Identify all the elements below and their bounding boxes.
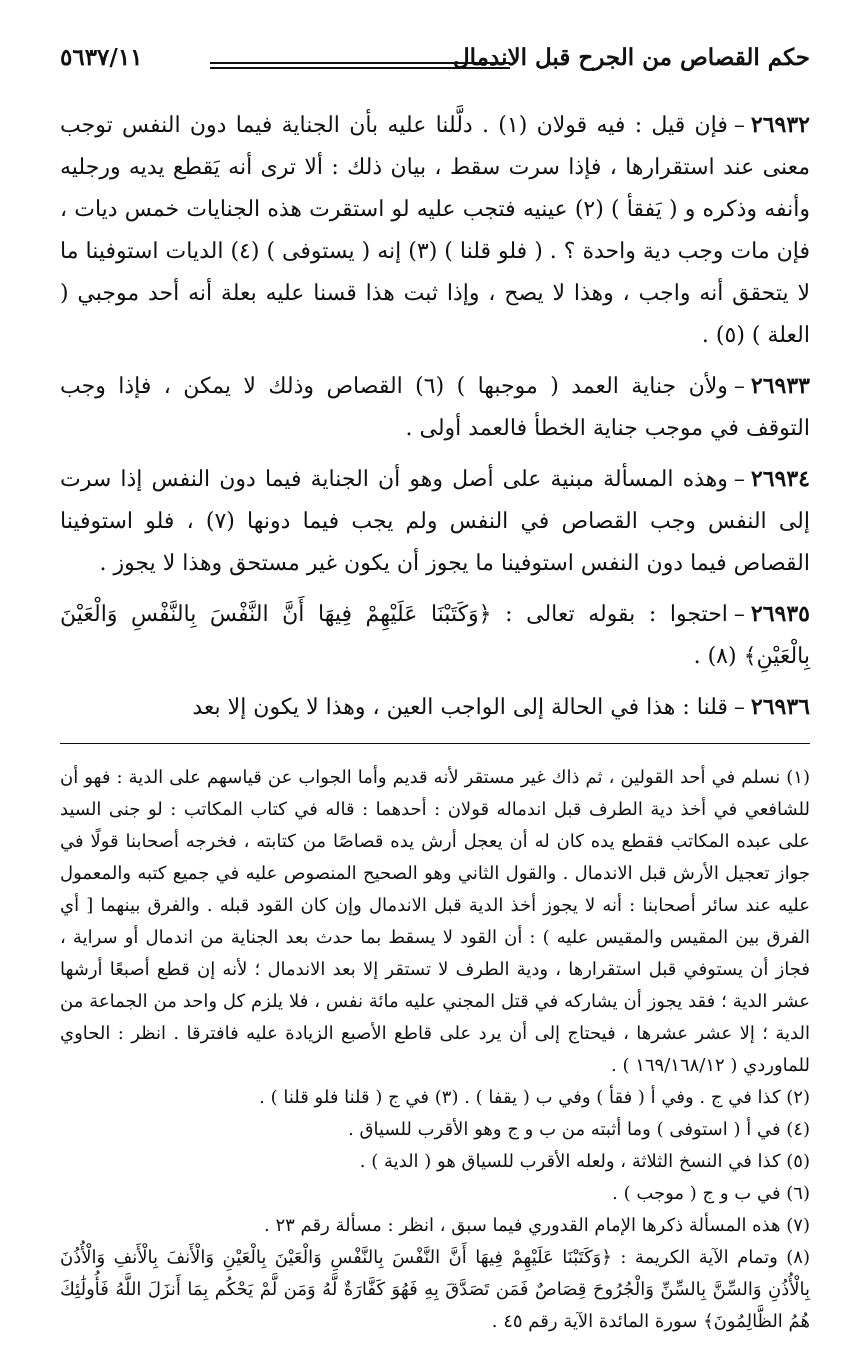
paragraph-number: ٢٦٩٣٥	[750, 601, 810, 627]
book-page	[60, 40, 810, 1338]
paragraph-number: ٢٦٩٣٣	[750, 373, 810, 399]
paragraph-number: ٢٦٩٣٤	[750, 466, 810, 492]
paragraph-number: ٢٦٩٣٦	[750, 694, 810, 720]
paragraph: ٢٦٩٣٦–قلنا : هذا في الحالة إلى الواجب العين ، وهذا لا يكون إلا بعد	[192, 694, 810, 720]
footnote: (٢) كذا في ج . وفي أ ( فقأ ) وفي ب ( يقفا ) . (٣) في ج ( قلنا فلو قلنا ) .	[259, 1087, 810, 1108]
footnotes	[60, 762, 810, 1338]
paragraph: ٢٦٩٣٢–فإن قيل : فيه قولان (١) . دلَّلنا عليه بأن الجناية فيما دون النفس توجب معنى عند استقرارها ، فإذا سرت سقط ، بيان ذلك : ألا ترى أنه يَقطع يديه ورجليه وأنفه وذكره و ( يَفقأ ) (٢) عينيه فتجب عليه لو استقرت هذه الجنايات خمس ديات ، فإن مات وجب دية واحدة ؟ . ( فلو قلنا ) (٣) إنه ( يستوفى ) (٤) الديات استوفينا ما لا يتحقق أنه واجب ، وهذا لا يصح ، وإذا ثبت هذا قسنا عليه بعلة أنه أحد موجبي ( العلة ) (٥) .	[60, 112, 811, 348]
paragraph: ٢٦٩٣٤–وهذه المسألة مبنية على أصل وهو أن الجناية فيما دون النفس إذا سرت إلى النفس وجب القصاص في النفس ولم يجب فيما دونها (٧) ، فلو استوفينا القصاص فيما دون النفس استوفينا ما يجوز أن يكون غير مستحق وهذا لا يجوز .	[60, 466, 810, 576]
paragraph-text: فإن قيل : فيه قولان (١) . دلَّلنا عليه بأن الجناية فيما دون النفس توجب معنى عند استقرارها ، فإذا سرت سقط ، بيان ذلك : ألا ترى أنه يَقطع يديه ورجليه وأنفه وذكره و ( يَفقأ ) (٢) عينيه فتجب عليه لو استقرت هذه الجنايات خمس ديات ، فإن مات وجب دية واحدة ؟ . ( فلو قلنا ) (٣) إنه ( يستوفى ) (٤) الديات استوفينا ما لا يتحقق أنه واجب ، وهذا لا يصح ، وإذا ثبت هذا قسنا عليه بعلة أنه أحد موجبي ( العلة ) (٥) .	[60, 113, 811, 348]
header-rule	[210, 62, 510, 64]
paragraph-text: احتجوا : بقوله تعالى : ﴿وَكَتَبْنَا عَلَيْهِمْ فِيهَا أَنَّ النَّفْسَ بِالنَّفْسِ وَالْعَيْنَ بِالْعَيْنِ﴾ (٨) .	[60, 602, 810, 669]
paragraph-text: ولأن جناية العمد ( موجبها ) (٦) القصاص وذلك لا يمكن ، فإذا وجب التوقف في موجب جناية الخطأ فالعمد أولى .	[60, 374, 810, 441]
paragraph: ٢٦٩٣٥–احتجوا : بقوله تعالى : ﴿وَكَتَبْنَا عَلَيْهِمْ فِيهَا أَنَّ النَّفْسَ بِالنَّفْسِ وَالْعَيْنَ بِالْعَيْنِ﴾ (٨) .	[60, 601, 810, 669]
footnote: (٤) في أ ( استوفى ) وما أثبته من ب و ج وهو الأقرب للسياق .	[348, 1119, 810, 1140]
footnote-divider	[60, 743, 810, 744]
paragraph-text: وهذه المسألة مبنية على أصل وهو أن الجناية فيما دون النفس إذا سرت إلى النفس وجب القصاص في النفس ولم يجب فيما دونها (٧) ، فلو استوفينا القصاص فيما دون النفس استوفينا ما يجوز أن يكون غير مستحق وهذا لا يجوز .	[60, 467, 810, 576]
main-text	[60, 104, 810, 729]
running-header	[60, 40, 810, 84]
header-rule	[210, 67, 510, 69]
footnote: (٥) كذا في النسخ الثلاثة ، ولعله الأقرب للسياق هو ( الدية ) .	[359, 1151, 810, 1172]
footnote: (١) نسلم في أحد القولين ، ثم ذاك غير مستقر لأنه قديم وأما الجواب عن قياسهم على الدية : فهو أن للشافعي في أخذ دية الطرف قبل اندماله قولان : أحدهما : قاله في كتاب المكاتب : لو جنى السيد على عبده المكاتب فقطع يده كان له أن يعجل أرش يده قصاصًا من كتابته ، فخرجه أصحابنا قولًا في جواز تعجيل الأرش قبل الاندمال . والقول الثاني وهو الصحيح المنصوص عليه في جميع كتبه والمعمول عليه عند سائر أصحابنا : أنه لا يجوز أخذ الدية قبل الاندمال وإن كان القود قبله . والفرق بينهما [ أي الفرق بين المقيس والمقيس عليه ) : أن القود لا يسقط بما حدث بعد الجناية من اندمال أو سراية ، فجاز أن يستوفي قبل استقرارها ، ودية الطرف لا تستقر إلا بعد الاندمال ؛ لأنه إن قطع أصبعًا أرشها عشر الدية ؛ فقد يجوز أن يشاركه في قتل المجني عليه مائة نفس ، فلا يلزم كل واحد من الجماعة من الدية ؛ إلا عشر عشرها ، فيحتاج إلى أن يرد على قاطع الأصبع الزيادة عليه فافترقا . انظر : الحاوي للماوردي ( ١٦٩/١٦٨/١٢ ) .	[60, 767, 811, 1076]
footnote: (٦) في ب و ج ( موجب ) .	[612, 1183, 810, 1204]
paragraph-text: قلنا : هذا في الحالة إلى الواجب العين ، وهذا لا يكون إلا بعد	[192, 695, 728, 720]
page-number: ٥٦٣٧/١١	[60, 44, 143, 71]
chapter-title: حكم القصاص من الجرح قبل الاندمال	[452, 44, 810, 71]
footnote: (٨) وتمام الآية الكريمة : ﴿وَكَتَبْنَا عَلَيْهِمْ فِيهَا أَنَّ النَّفْسَ بِالنَّفْسِ وَالْعَيْنَ بِالْعَيْنِ وَالْأَنفَ بِالْأَنفِ وَالْأُذُنَ بِالْأُذُنِ وَالسِّنَّ بِالسِّنِّ وَالْجُرُوحَ قِصَاصٌ فَمَن تَصَدَّقَ بِهِ فَهُوَ كَفَّارَةٌ لَّهُ وَمَن لَّمْ يَحْكُم بِمَا أَنزَلَ اللَّهُ فَأُولَٰئِكَ هُمُ الظَّالِمُونَ﴾ سورة المائدة الآية رقم ٤٥ .	[60, 1247, 810, 1332]
paragraph: ٢٦٩٣٣–ولأن جناية العمد ( موجبها ) (٦) القصاص وذلك لا يمكن ، فإذا وجب التوقف في موجب جناية الخطأ فالعمد أولى .	[60, 373, 810, 441]
footnote: (٧) هذه المسألة ذكرها الإمام القدوري فيما سبق ، انظر : مسألة رقم ٢٣ .	[263, 1215, 810, 1236]
paragraph-number: ٢٦٩٣٢	[750, 112, 810, 138]
